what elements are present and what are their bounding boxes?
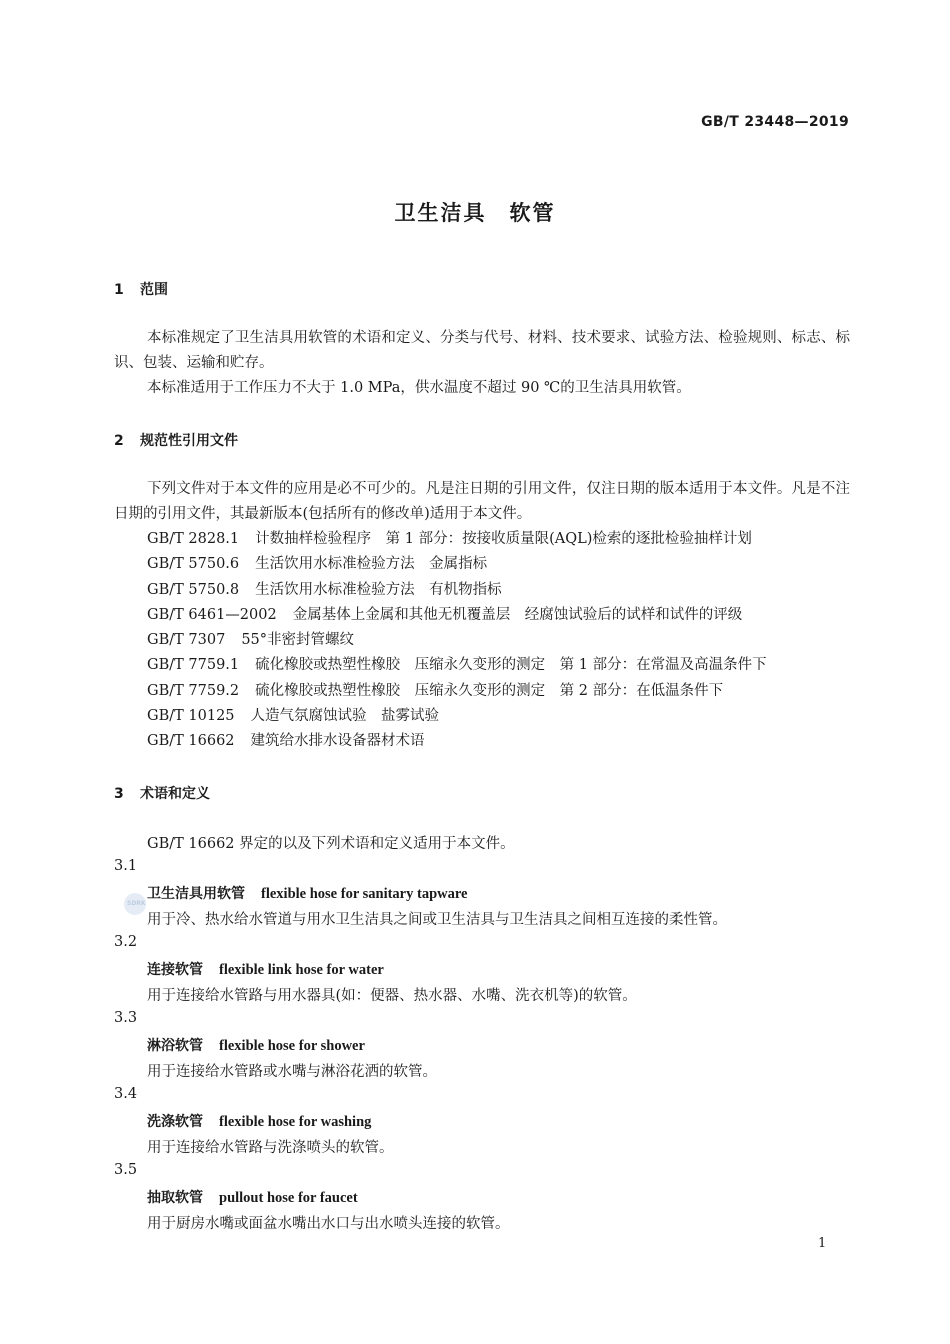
term-definition: 用于冷、热水给水管道与用水卫生洁具之间或卫生洁具与卫生洁具之间相互连接的柔性管。 [147, 912, 727, 928]
section-heading-scope [114, 279, 168, 299]
reference-item [147, 729, 767, 754]
watermark-stamp [124, 893, 146, 915]
reference-item [147, 552, 767, 577]
clause-number: 3.2 [114, 934, 138, 950]
section-heading-normative-references [114, 430, 238, 450]
reference-title: 金属基体上金属和其他无机覆盖层 经腐蚀试验后的试样和试件的评级 [292, 606, 743, 623]
watermark-text: SDRK [127, 900, 146, 907]
term-heading [147, 1111, 371, 1131]
term-definition: 用于厨房水嘴或面盆水嘴出水口与出水喷头连接的软管。 [147, 1216, 510, 1232]
reference-code: GB/T 16662 [147, 733, 235, 750]
reference-title: 建筑给水排水设备器材术语 [250, 733, 425, 750]
reference-item [147, 653, 767, 678]
reference-code: GB/T 7307 [147, 632, 226, 649]
term-definition: 用于连接给水管路或水嘴与淋浴花洒的软管。 [147, 1064, 437, 1080]
reference-code: GB/T 7759.1 [147, 657, 240, 674]
document-title: 卫生洁具 软管 [394, 201, 556, 225]
clause-number: 3.5 [114, 1162, 138, 1178]
reference-title: 55°非密封管螺纹 [241, 632, 355, 649]
term-heading [147, 959, 384, 979]
term-chinese: 连接软管 [147, 962, 203, 978]
term-chinese: 卫生洁具用软管 [147, 886, 245, 902]
reference-code: GB/T 6461—2002 [147, 606, 277, 623]
term-english: flexible hose for shower [219, 1038, 365, 1054]
reference-title: 硫化橡胶或热塑性橡胶 压缩永久变形的测定 第 1 部分：在常温及高温条件下 [255, 657, 767, 674]
standard-code: GB/T 23448—2019 [701, 114, 849, 130]
term-definition: 用于连接给水管路与用水器具(如：便器、热水器、水嘴、洗衣机等)的软管。 [147, 988, 637, 1004]
clause-number: 3.4 [114, 1086, 138, 1102]
reference-item [147, 578, 767, 603]
term-definition: 用于连接给水管路与洗涤喷头的软管。 [147, 1140, 394, 1156]
reference-title: 硫化橡胶或热塑性橡胶 压缩永久变形的测定 第 2 部分：在低温条件下 [255, 682, 724, 699]
reference-item [147, 704, 767, 729]
term-english: flexible link hose for water [219, 962, 384, 978]
section-number: 3 [114, 786, 124, 802]
term-english: flexible hose for sanitary tapware [261, 886, 468, 902]
reference-title: 人造气氛腐蚀试验 盐雾试验 [250, 708, 440, 725]
reference-code: GB/T 5750.6 [147, 556, 240, 573]
reference-title: 计数抽样检验程序 第 1 部分：按接收质量限(AQL)检索的逐批检验抽样计划 [255, 531, 752, 547]
reference-code: GB/T 2828.1 [147, 531, 240, 547]
term-chinese: 洗涤软管 [147, 1114, 203, 1130]
reference-title: 生活饮用水标准检验方法 金属指标 [255, 556, 488, 573]
reference-code: GB/T 10125 [147, 708, 235, 725]
section-title: 术语和定义 [140, 786, 210, 802]
term-chinese: 抽取软管 [147, 1190, 203, 1206]
reference-item [147, 603, 767, 628]
normative-intro-paragraph: 下列文件对于本文件的应用是必不可少的。凡是注日期的引用文件，仅注日期的版本适用于本文件。凡是不注日期的引用文件，其最新版本(包括所有的修改单)适用于本文件。 [114, 481, 850, 522]
section-title: 范围 [140, 282, 168, 298]
term-heading [147, 1035, 365, 1055]
terms-intro-paragraph: GB/T 16662 界定的以及下列术语和定义适用于本文件。 [147, 836, 515, 852]
reference-item [147, 628, 767, 653]
section-heading-terms-definitions [114, 783, 210, 803]
reference-list [147, 527, 767, 755]
reference-code: GB/T 5750.8 [147, 581, 240, 598]
reference-code: GB/T 7759.2 [147, 682, 240, 699]
reference-title: 生活饮用水标准检验方法 有机物指标 [255, 581, 502, 598]
term-english: pullout hose for faucet [219, 1190, 358, 1206]
term-heading [147, 883, 467, 903]
reference-item [147, 527, 767, 552]
scope-paragraph-1: 本标准规定了卫生洁具用软管的术语和定义、分类与代号、材料、技术要求、试验方法、检验规则、标志、标识、包装、运输和贮存。 [114, 330, 850, 371]
clause-number: 3.3 [114, 1010, 138, 1026]
page-number: 1 [818, 1236, 827, 1251]
section-number: 2 [114, 433, 124, 449]
term-heading [147, 1187, 358, 1207]
reference-item [147, 679, 767, 704]
section-number: 1 [114, 282, 124, 298]
clause-number: 3.1 [114, 858, 138, 874]
term-chinese: 淋浴软管 [147, 1038, 203, 1054]
section-title: 规范性引用文件 [140, 433, 238, 449]
scope-paragraph-2: 本标准适用于工作压力不大于 1.0 MPa，供水温度不超过 90 ℃的卫生洁具用软管。 [147, 380, 691, 396]
term-english: flexible hose for washing [219, 1114, 372, 1130]
